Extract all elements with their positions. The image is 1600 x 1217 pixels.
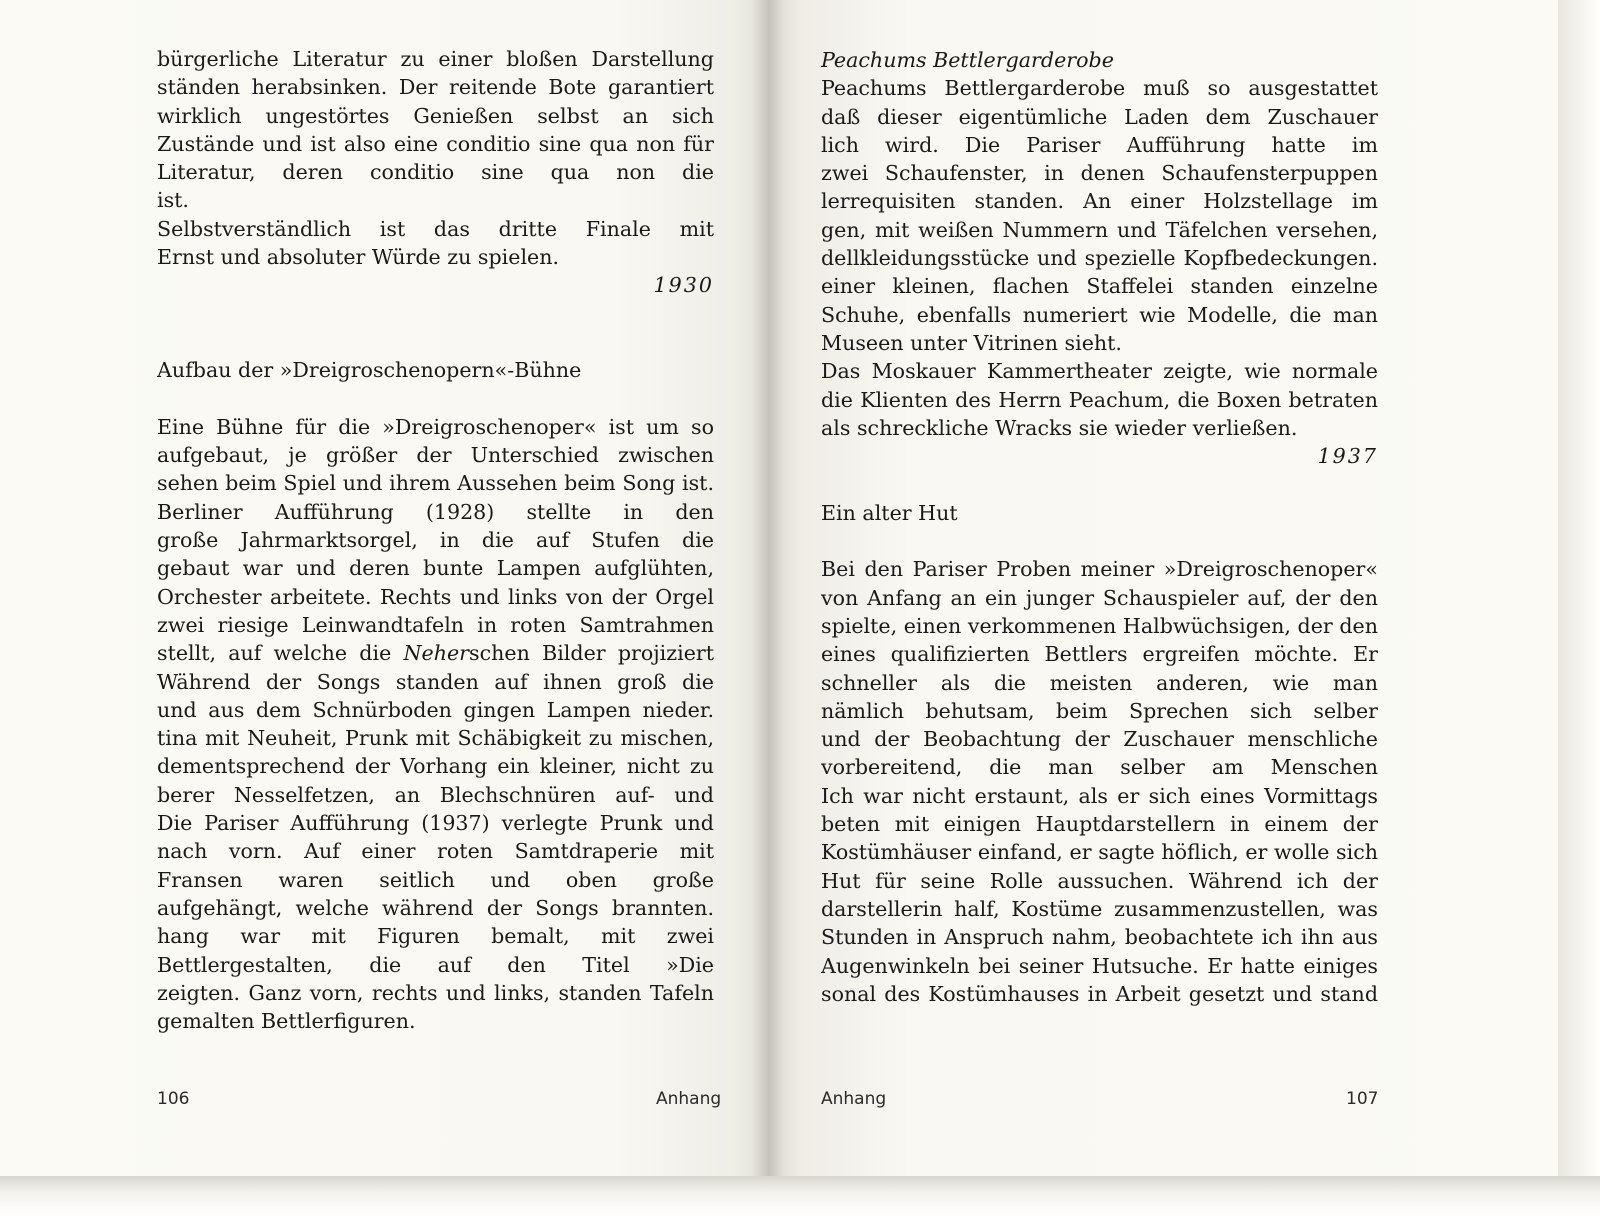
blank-line xyxy=(157,300,714,328)
text-line: tina mit Neuheit, Prunk mit Schäbigkeit zu mischen, xyxy=(157,726,714,751)
text-line: Bettlergestalten, die auf den Titel »Die xyxy=(157,952,714,977)
right-text-column xyxy=(821,46,1378,1008)
text-line: schneller als die meisten anderen, wie man xyxy=(821,670,1378,695)
text-line: Zustände und ist also eine conditio sine qua non für xyxy=(157,131,714,156)
text-line: lich wird. Die Pariser Aufführung hatte im xyxy=(821,132,1378,157)
text-line: zeigten. Ganz vorn, rechts und links, standen Tafeln xyxy=(157,980,714,1005)
text-line: Augenwinkeln bei seiner Hutsuche. Er hatte einiges xyxy=(821,953,1378,978)
text-line: vorbereitend, die man selber am Menschen xyxy=(821,755,1378,780)
text-line: aufgehängt, welche während der Songs brannten. xyxy=(157,895,714,920)
text-line: die Klienten des Herrn Peachum, die Boxen betraten xyxy=(821,387,1378,412)
running-head-right: Anhang xyxy=(821,1089,887,1109)
date-line: 1930 xyxy=(653,273,714,298)
section-heading: Peachums Bettlergarderobe xyxy=(821,48,1114,72)
text-line: dellkleidungsstücke und spezielle Kopfbedeckungen. xyxy=(821,246,1378,271)
page-number-left: 106 xyxy=(157,1089,190,1109)
text-line: zwei riesige Leinwandtafeln in roten Samtrahmen xyxy=(157,612,714,637)
text-line: gemalten Bettlerfiguren. xyxy=(157,1009,416,1034)
section-heading: Ein alter Hut xyxy=(821,500,958,525)
text-line: von Anfang an ein junger Schauspieler auf, der den xyxy=(821,585,1378,610)
text-line: gen, mit weißen Nummern und Täfelchen versehen, xyxy=(821,217,1378,242)
text-line: Museen unter Vitrinen sieht. xyxy=(821,330,1122,355)
blank-line xyxy=(821,527,1378,555)
text-line: Orchester arbeitete. Rechts und links von der Orgel xyxy=(157,584,714,609)
text-line: zwei Schaufenster, in denen Schaufensterpuppen xyxy=(821,161,1378,186)
text-line: einer kleinen, flachen Staffelei standen einzelne xyxy=(821,274,1378,299)
text-line: aufgebaut, je größer der Unterschied zwischen xyxy=(157,443,714,468)
text-line: Berliner Aufführung (1928) stellte in den xyxy=(157,499,714,524)
text-line: Schuhe, ebenfalls numeriert wie Modelle, die man xyxy=(821,302,1378,327)
text-line: bürgerliche Literatur zu einer bloßen Darstellung xyxy=(157,47,714,71)
text-line: Kostümhäuser einfand, er sagte höflich, er wolle sich xyxy=(821,840,1378,865)
text-line: Selbstverständlich ist das dritte Finale mit xyxy=(157,216,714,241)
text-line: Bei den Pariser Proben meiner »Dreigroschenoper« xyxy=(821,557,1378,582)
blank-line xyxy=(157,385,714,413)
text-line: Ich war nicht erstaunt, als er sich eines Vormittags xyxy=(821,783,1378,808)
text-line: lerrequisiten standen. An einer Holzstellage im xyxy=(821,189,1378,214)
text-line: Ernst und absoluter Würde zu spielen. xyxy=(157,245,560,270)
text-line: dementsprechend der Vorhang ein kleiner, nicht zu xyxy=(157,754,714,779)
text-line: Fransen waren seitlich und oben große xyxy=(157,867,714,892)
blank-line xyxy=(821,470,1378,498)
text-line: berer Nesselfetzen, an Blechschnüren auf- und xyxy=(157,782,714,807)
text-line: Hut für seine Rolle aussuchen. Während ich der xyxy=(821,868,1378,893)
text-line: und der Beobachtung der Zuschauer menschliche xyxy=(821,727,1378,752)
text-line: spielte, einen verkommenen Halbwüchsigen, der den xyxy=(821,613,1378,638)
text-line: ständen herabsinken. Der reitende Bote garantiert xyxy=(157,75,714,100)
page-number-right: 107 xyxy=(1346,1089,1379,1109)
text-line: eines qualifizierten Bettlers ergreifen möchte. Er xyxy=(821,642,1378,667)
text-line: wirklich ungestörtes Genießen selbst an sich xyxy=(157,103,714,128)
text-line: nach vorn. Auf einer roten Samtdraperie mit xyxy=(157,839,714,864)
text-line: gebaut war und deren bunte Lampen aufglühten, xyxy=(157,556,714,581)
section-heading: Aufbau der »Dreigroschenopern«-Bühne xyxy=(157,358,582,383)
text-line: Stunden in Anspruch nahm, beobachtete ich ihn aus xyxy=(821,925,1378,950)
text-line: Peachums Bettlergarderobe muß so ausgestattet xyxy=(821,76,1378,101)
text-line: als schreckliche Wracks sie wieder verließen. xyxy=(821,415,1298,440)
text-line: beten mit einigen Hauptdarstellern in einem der xyxy=(821,812,1378,837)
text-line: Während der Songs standen auf ihnen groß die xyxy=(157,669,714,694)
text-line: stellt, auf welche die Neherschen Bilder projiziert xyxy=(157,641,714,666)
text-line: Die Pariser Aufführung (1937) verlegte Prunk und xyxy=(157,811,714,836)
text-line: sehen beim Spiel und ihrem Aussehen beim Song ist. xyxy=(157,471,714,496)
blank-line xyxy=(157,328,714,356)
text-line: daß dieser eigentümliche Laden dem Zuschauer xyxy=(821,104,1378,129)
book-gutter xyxy=(752,0,784,1180)
text-line: und aus dem Schnürboden gingen Lampen nieder. xyxy=(157,697,714,722)
running-head-left: Anhang xyxy=(656,1089,722,1109)
text-line: sonal des Kostümhauses in Arbeit gesetzt und stand xyxy=(821,981,1378,1006)
date-line: 1937 xyxy=(1317,444,1378,469)
text-line: große Jahrmarktsorgel, in die auf Stufen die xyxy=(157,528,714,553)
text-line: nämlich behutsam, beim Sprechen sich selber xyxy=(821,698,1378,723)
text-line: Literatur, deren conditio sine qua non die xyxy=(157,160,714,185)
text-line: ist. xyxy=(157,188,189,213)
left-text-column xyxy=(157,45,714,1035)
text-line: Eine Bühne für die »Dreigroschenoper« ist um so xyxy=(157,414,714,439)
text-line: hang war mit Figuren bemalt, mit zwei xyxy=(157,924,714,949)
text-line: Das Moskauer Kammertheater zeigte, wie normale xyxy=(821,359,1378,384)
page-edge xyxy=(1558,0,1600,1180)
text-line: darstellerin half, Kostüme zusammenzustellen, was xyxy=(821,896,1378,921)
page-bottom-shadow xyxy=(0,1176,1600,1217)
